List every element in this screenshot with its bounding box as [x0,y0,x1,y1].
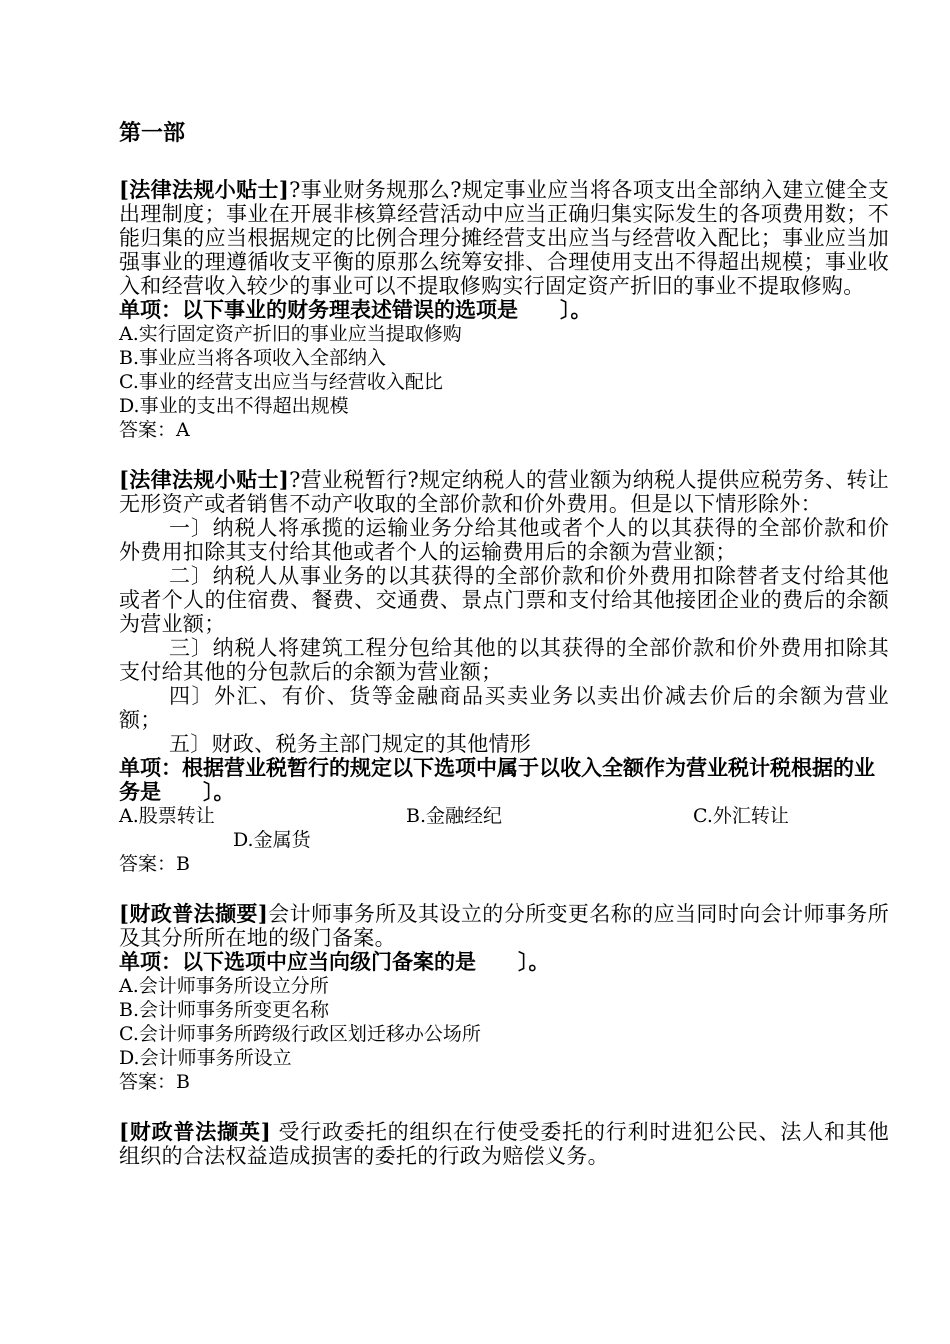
section-4-paragraph [119,1120,889,1168]
section-2-options-row [119,804,889,828]
section-3-text: 会计师事务所及其设立的分所变更名称的应当同时向会计师事务所及其分所所在地的级门备案。 [119,902,889,950]
section-2-option-b: B.金融经纪 [406,805,503,827]
section-1-option-c: C.事业的经营支出应当与经营收入配比 [119,371,443,393]
section-2-item-1: 一〕纳税人将承揽的运输业务分给其他或者个人的以其获得的全部价款和价外费用扣除其支付给其他或者个人的运输费用后的余额为营业额； [119,516,889,564]
section-1-question: 单项：以下事业的财务理表述错误的选项是 〕。 [119,297,592,322]
section-3-option-a: A.会计师事务所设立分所 [119,975,329,997]
section-2-option-a: A.股票转让 [119,805,215,827]
section-4 [119,1120,889,1168]
section-1-tag: [法律法规小贴士] [119,177,290,202]
section-3-tag: [财政普法撷要] [119,901,269,926]
section-2-tag: [法律法规小贴士] [119,467,290,492]
section-4-text: 受行政委托的组织在行使受委托的行利时进犯公民、法人和其他组织的合法权益造成损害的委托的行政为赔偿义务。 [119,1120,890,1168]
section-2-option-d: D.金属货 [233,829,311,851]
section-4-tag: [财政普法撷英] [119,1119,271,1144]
section-3-option-d: D.会计师事务所设立 [119,1047,292,1069]
section-2-item-5: 五〕财政、税务主部门规定的其他情形 [169,732,532,756]
section-2-item-3: 三〕纳税人将建筑工程分包给其他的以其获得的全部价款和价外费用扣除其支付给其他的分包款后的余额为营业额； [119,636,889,684]
section-3-answer: 答案：B [119,1071,190,1093]
section-2-item-2: 二〕纳税人从事业务的以其获得的全部价款和价外费用扣除替者支付给其他或者个人的住宿费、餐费、交通费、景点门票和支付给其他接团企业的费后的余额为营业额； [119,564,889,636]
section-1-option-b: B.事业应当将各项收入全部纳入 [119,347,387,369]
section-2-item-4: 四〕外汇、有价、货等金融商品买卖业务以卖出价减去价后的余额为营业额； [119,684,889,732]
section-3 [119,902,889,1094]
section-1-answer: 答案：A [119,419,190,441]
section-2-text: ?营业税暂行?规定纳税人的营业额为纳税人提供应税劳务、转让无形资产或者销售不动产收取的全部价款和价外费用。但是以下情形除外： [119,468,889,516]
section-2 [119,468,889,876]
section-1-text: ?事业财务规那么?规定事业应当将各项支出全部纳入建立健全支出理制度；事业在开展非核算经营活动中应当正确归集实际发生的各项费用数；不能归集的应当根据规定的比例合理分摊经营支出应当与经营收入配比；事业应当加强事业的理遵循收支平衡的原那么统筹安排、合理使用支出不得超出规模；事业收入和经营收入较少的事业可以不提取修购实行固定资产折旧的事业不提取修购。 [119,178,889,298]
section-1-option-d: D.事业的支出不得超出规模 [119,395,349,417]
page-title: 第一部 [119,120,186,146]
section-1-option-a: A.实行固定资产折旧的事业应当提取修购 [119,323,462,345]
section-2-question: 单项：根据营业税暂行的规定以下选项中属于以收入全额作为营业税计税根据的业务是 〕。 [119,755,875,804]
section-3-option-c: C.会计师事务所跨级行政区划迁移办公场所 [119,1023,481,1045]
section-3-question: 单项：以下选项中应当向级门备案的是 〕。 [119,949,550,974]
section-1-paragraph [119,178,889,298]
section-2-answer: 答案：B [119,853,190,875]
document-page [119,118,889,1194]
section-3-paragraph [119,902,889,950]
section-1 [119,178,889,442]
section-2-options-row-2 [119,828,889,852]
section-3-option-b: B.会计师事务所变更名称 [119,999,330,1021]
section-2-paragraph [119,468,889,516]
section-2-option-c: C.外汇转让 [693,805,789,827]
